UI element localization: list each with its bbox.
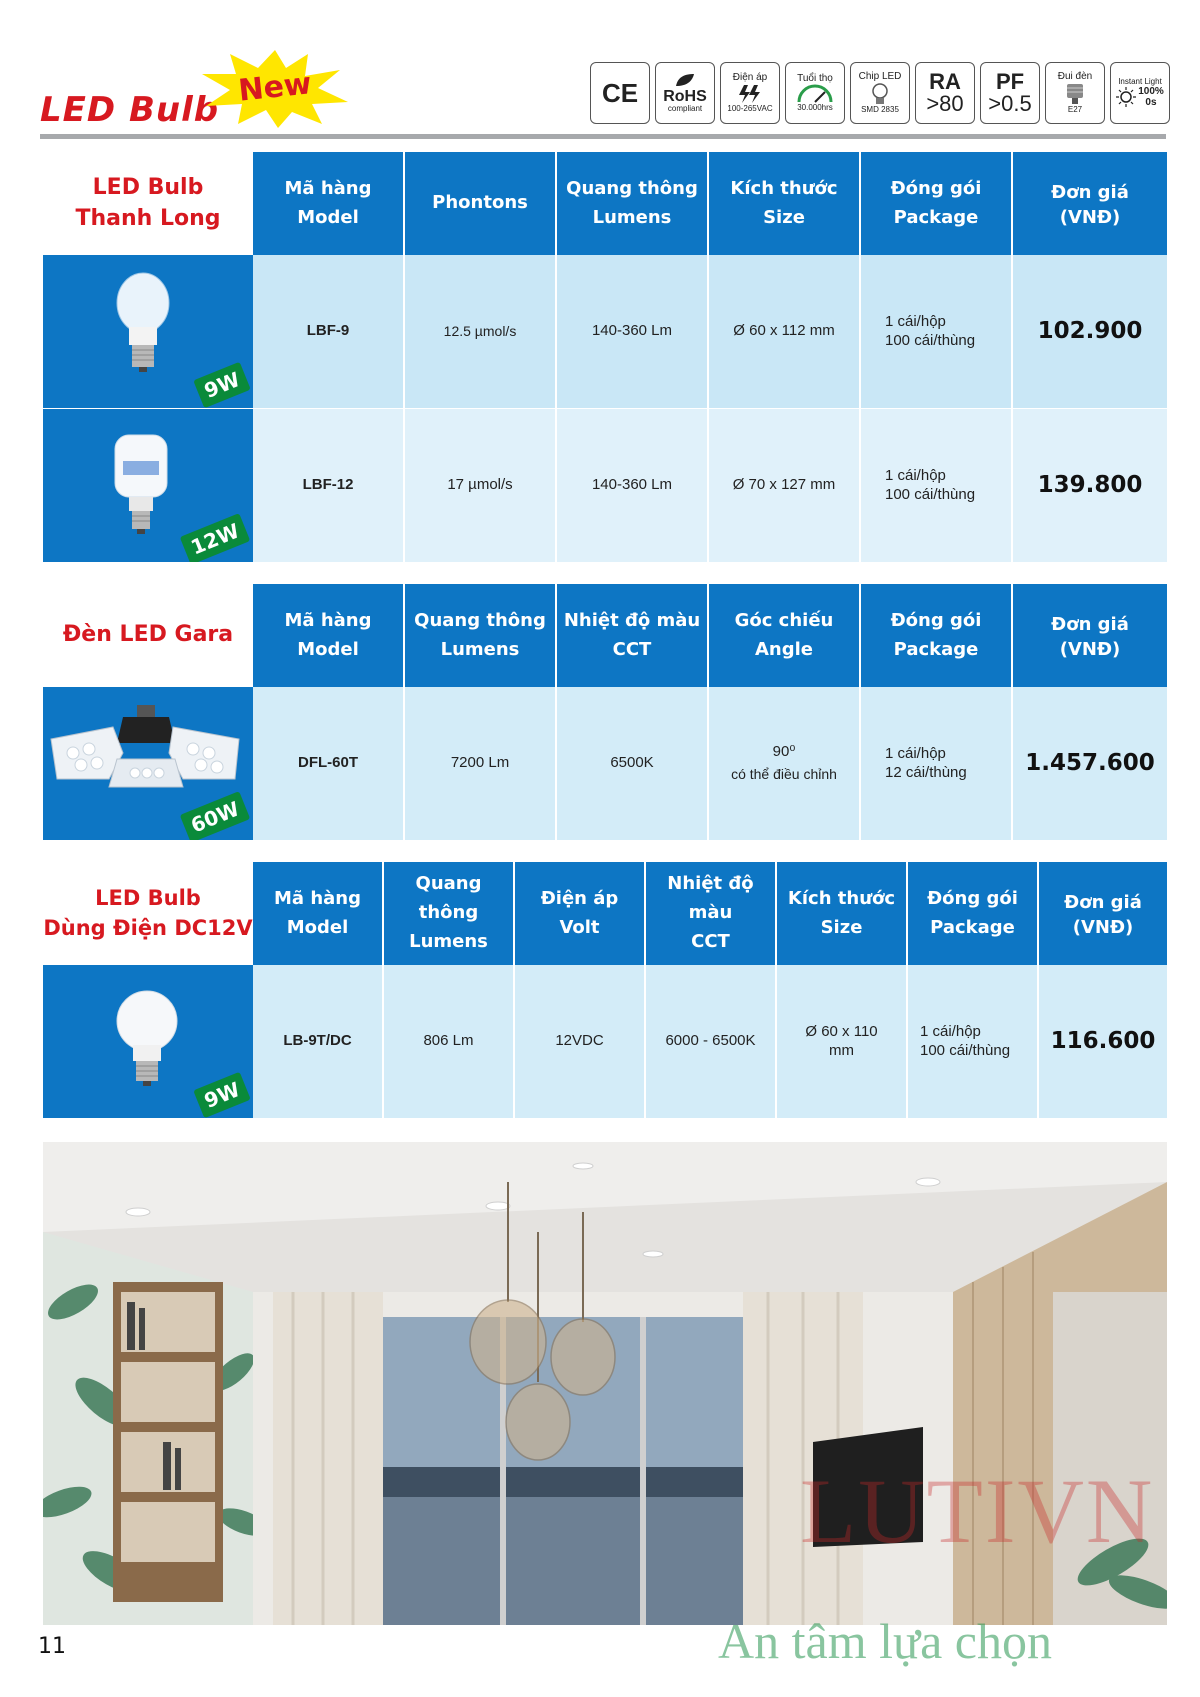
cell-angle: 90⁰ có thể điều chỉnh — [709, 687, 861, 840]
cell-cct: 6500K — [557, 687, 709, 840]
header-price: Đơn giá (VNĐ) — [1013, 152, 1167, 255]
cell-package: 1 cái/hộp 100 cái/thùng — [861, 255, 1013, 408]
header-cct: Nhiệt độ màu CCT — [557, 584, 709, 687]
cell-model: DFL-60T — [253, 687, 405, 840]
header-lumens: Quang thông Lumens — [557, 152, 709, 255]
ra-icon: RA >80 — [915, 62, 975, 124]
cell-lumens: 806 Lm — [384, 965, 515, 1118]
header-lumens: Quang thông Lumens — [405, 584, 557, 687]
header-cct: Nhiệt độ màu CCT — [646, 862, 777, 965]
certification-strip — [590, 62, 1170, 124]
table-row — [43, 255, 1167, 408]
header-size: Kích thước Size — [777, 862, 908, 965]
section-title: LED Bulb Thanh Long — [75, 174, 221, 231]
cell-model: LB-9T/DC — [253, 965, 384, 1118]
table-row — [43, 687, 1167, 840]
cell-price: 116.600 — [1039, 965, 1167, 1118]
table-header — [253, 584, 1167, 687]
cell-model: LBF-12 — [253, 409, 405, 562]
header-price: Đơn giá (VNĐ) — [1013, 584, 1167, 687]
section-title: LED Bulb Dùng Điện DC12V — [43, 886, 253, 940]
wattage-badge: 9W — [193, 1072, 251, 1118]
header-package: Đóng gói Package — [861, 152, 1013, 255]
section-led-bulb-dc12v — [43, 862, 1167, 1118]
cell-size: Ø 70 x 127 mm — [709, 409, 861, 562]
cell-photons: 17 µmol/s — [405, 409, 557, 562]
cell-package: 1 cái/hộp 12 cái/thùng — [861, 687, 1013, 840]
page-title: LED Bulb — [40, 90, 220, 130]
instant-light-icon: Instant Light 100% 0s — [1110, 62, 1170, 124]
header-size: Kích thước Size — [709, 152, 861, 255]
cell-size: Ø 60 x 112 mm — [709, 255, 861, 408]
header-volt: Điện áp Volt — [515, 862, 646, 965]
watermark-tagline: An tâm lựa chọn — [718, 1613, 1052, 1669]
new-starburst-badge — [200, 48, 350, 128]
rohs-leaf-icon: RoHS compliant — [655, 62, 715, 124]
product-photo-dfl-60t — [43, 687, 253, 840]
voltage-icon: Điện áp 100-265VAC — [720, 62, 780, 124]
wattage-badge: 9W — [193, 362, 251, 408]
pf-icon: PF >0.5 — [980, 62, 1040, 124]
e27-socket-icon: Đui đèn E27 — [1045, 62, 1105, 124]
cell-size: Ø 60 x 110 mm — [777, 965, 908, 1118]
table-header — [253, 152, 1167, 255]
header-package: Đóng gói Package — [908, 862, 1039, 965]
header-model: Mã hàng Model — [253, 152, 405, 255]
page-number: 11 — [38, 1634, 66, 1659]
cell-photons: 12.5 µmol/s — [405, 255, 557, 408]
product-photo-lbf-9 — [43, 255, 253, 408]
section-den-led-gara — [43, 584, 1167, 840]
wattage-badge: 12W — [180, 513, 250, 562]
product-photo-lb-9t-dc — [43, 965, 253, 1118]
header-model: Mã hàng Model — [253, 584, 405, 687]
chip-led-icon: Chip LED SMD 2835 — [850, 62, 910, 124]
cell-lumens: 140-360 Lm — [557, 409, 709, 562]
wattage-badge: 60W — [180, 791, 250, 840]
cell-cct: 6000 - 6500K — [646, 965, 777, 1118]
header-price: Đơn giá (VNĐ) — [1039, 862, 1167, 965]
header-angle: Góc chiếu Angle — [709, 584, 861, 687]
new-label: New — [236, 66, 314, 109]
lifetime-gauge-icon: Tuổi thọ 30.000hrs — [785, 62, 845, 124]
header-divider — [40, 134, 1166, 139]
cell-lumens: 7200 Lm — [405, 687, 557, 840]
ce-mark-icon: CE — [590, 62, 650, 124]
product-photo-lbf-12 — [43, 409, 253, 562]
table-row — [43, 409, 1167, 562]
table-row — [43, 965, 1167, 1118]
section-title: Đèn LED Gara — [62, 622, 234, 648]
header-model: Mã hàng Model — [253, 862, 384, 965]
cell-price: 102.900 — [1013, 255, 1167, 408]
header-package: Đóng gói Package — [861, 584, 1013, 687]
header-lumens: Quang thông Lumens — [384, 862, 515, 965]
cell-package: 1 cái/hộp 100 cái/thùng — [861, 409, 1013, 562]
cell-price: 139.800 — [1013, 409, 1167, 562]
table-header — [253, 862, 1167, 965]
header-photons: Phontons — [405, 152, 557, 255]
cell-volt: 12VDC — [515, 965, 646, 1118]
cell-price: 1.457.600 — [1013, 687, 1167, 840]
section-led-bulb-thanh-long — [43, 152, 1167, 562]
cell-package: 1 cái/hộp 100 cái/thùng — [908, 965, 1039, 1118]
watermark-brand: LUTIVN — [800, 1460, 1155, 1562]
cell-lumens: 140-360 Lm — [557, 255, 709, 408]
cell-model: LBF-9 — [253, 255, 405, 408]
